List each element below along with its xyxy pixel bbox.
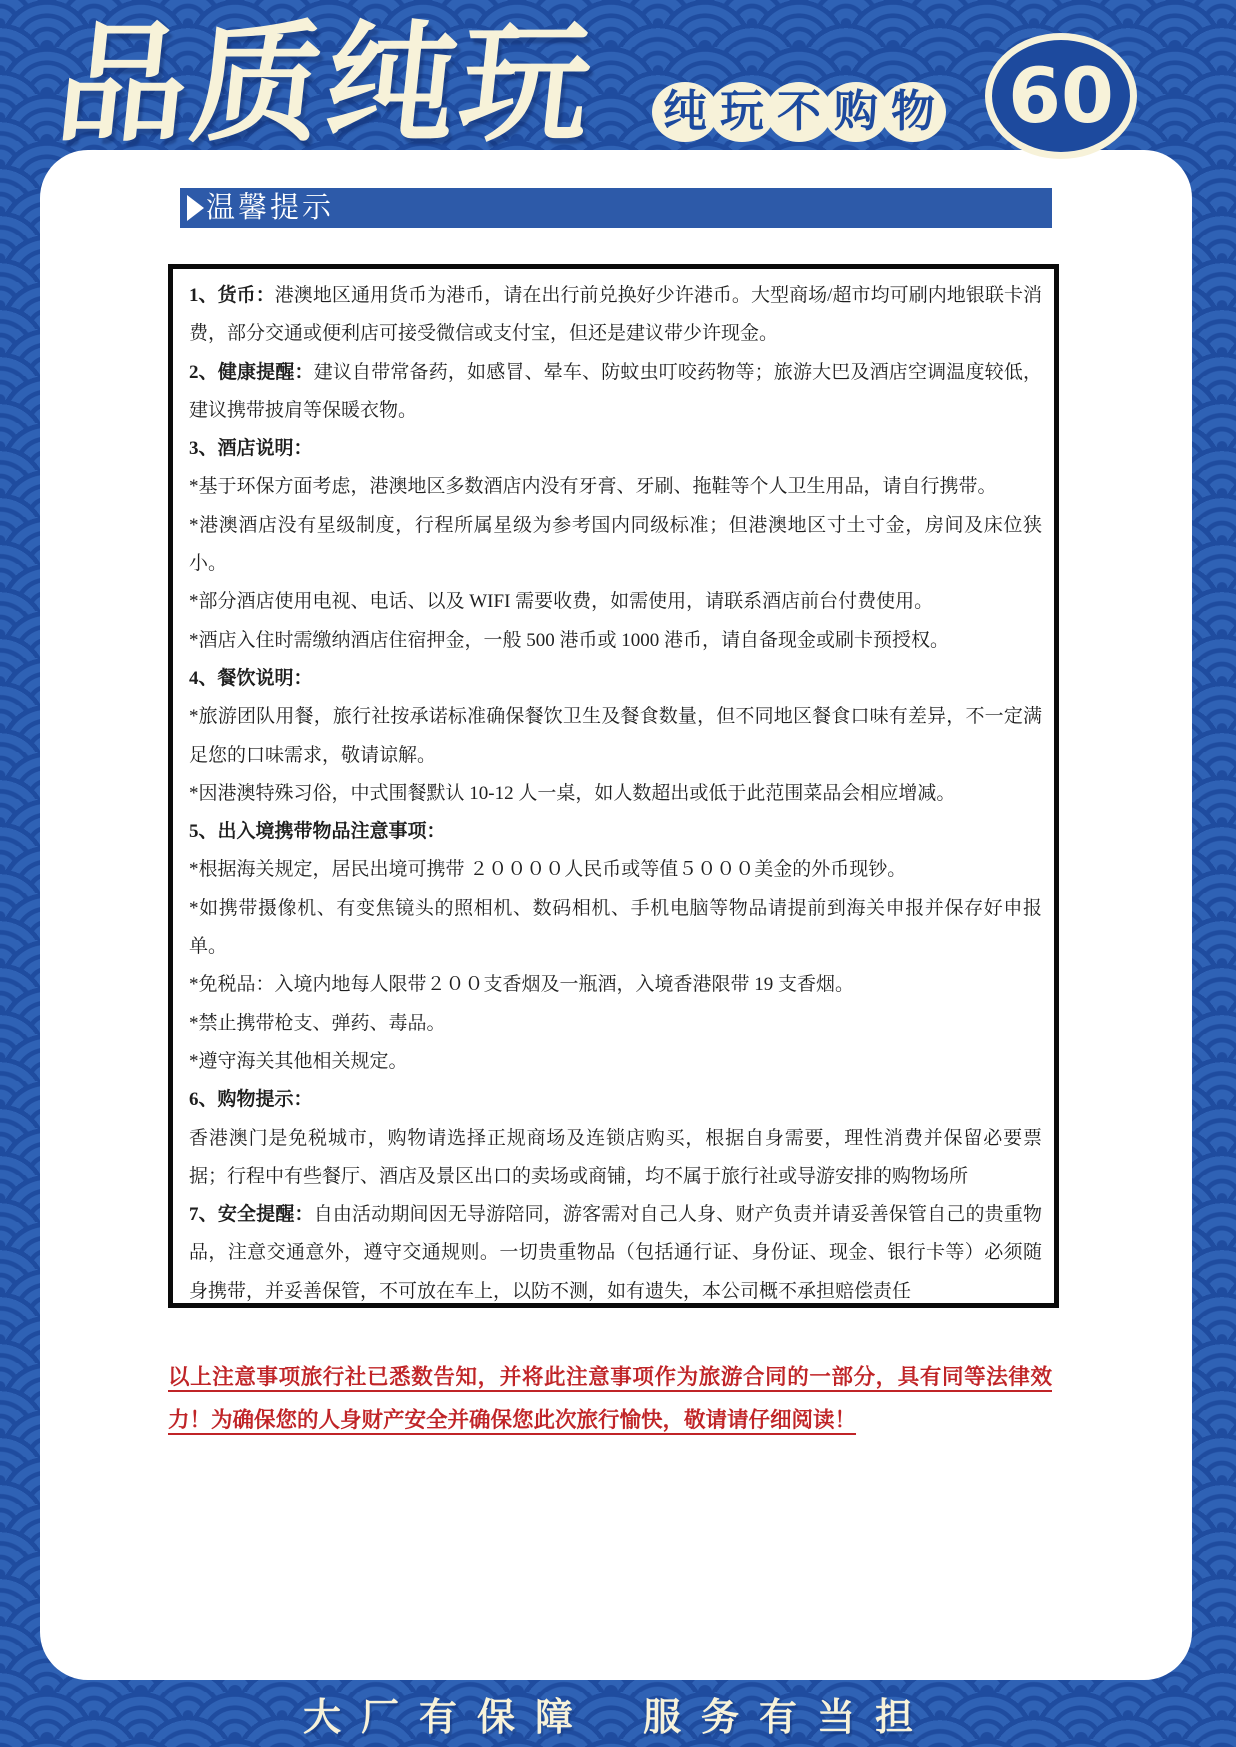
badge-60 <box>985 33 1137 159</box>
tip-paragraph: *禁止携带枪支、弹药、毒品。 <box>189 1012 446 1034</box>
brand-title: 品质纯玩 <box>50 14 602 158</box>
tip-label: 2、健康提醒： <box>189 361 314 383</box>
slogan-badge-circle <box>880 82 946 142</box>
tip-label: 4、餐饮说明： <box>189 667 313 689</box>
tip-paragraph: *基于环保方面考虑，港澳地区多数酒店内没有牙膏、牙刷、拖鞋等个人卫生用品，请自行携带。 <box>189 476 997 498</box>
tip-paragraph <box>189 813 1042 851</box>
tip-label: 6、购物提示： <box>189 1089 313 1111</box>
section-title: 温馨提示 <box>206 191 335 224</box>
tip-paragraph <box>189 430 1042 468</box>
tip-paragraph: 2、健康提醒：建议自带常备药，如感冒、晕车、防蚊虫叮咬药物等；旅游大巴及酒店空调温度较低，建议携带披肩等保暖衣物。 <box>189 361 1042 421</box>
slogan-badges <box>652 82 946 142</box>
footer-slogan-right: 服务有当担 <box>643 1697 934 1739</box>
tip-paragraph: *免税品：入境内地每人限带２００支香烟及一瓶酒，入境香港限带 19 支香烟。 <box>189 974 855 996</box>
legal-note: 以上注意事项旅行社已悉数告知，并将此注意事项作为旅游合同的一部分，具有同等法律效力！为确保您的人身财产安全并确保您此次旅行愉快，敬请请仔细阅读！ <box>168 1365 1052 1432</box>
tip-paragraph <box>189 660 1042 698</box>
tip-paragraph: *如携带摄像机、有变焦镜头的照相机、数码相机、手机电脑等物品请提前到海关申报并保存好申报单。 <box>189 897 1042 958</box>
slogan-badge-char: 纯 <box>663 87 707 136</box>
slogan-badge-char: 购 <box>834 87 878 136</box>
tip-paragraph: 7、安全提醒：自由活动期间因无导游陪同，游客需对自己人身、财产负责并请妥善保管自己的贵重物品，注意交通意外，遵守交通规则。一切贵重物品（包括通行证、身份证、现金、银行卡等）必须随身携带，并妥善保管，不可放在车上，以防不测，如有遗失，本公司概不承担赔偿责任 <box>189 1204 1042 1302</box>
tip-paragraph: 1、货币：港澳地区通用货币为港币，请在出行前兑换好少许港币。大型商场/超市均可刷内地银联卡消费，部分交通或便利店可接受微信或支付宝，但还是建议带少许现金。 <box>189 285 1042 345</box>
slogan-badge-char: 玩 <box>720 87 764 136</box>
tip-paragraph: *酒店入住时需缴纳酒店住宿押金，一般 500 港币或 1000 港币，请自备现金或刷卡预授权。 <box>189 629 950 651</box>
tip-label: 1、货币： <box>189 285 275 306</box>
footer-slogan <box>0 1680 1236 1747</box>
tip-paragraph: *因港澳特殊习俗，中式围餐默认 10-12 人一桌，如人数超出或低于此范围菜品会相应增减。 <box>189 782 956 804</box>
badge-60-number: 60 <box>1008 51 1114 140</box>
tip-paragraph: *根据海关规定，居民出境可携带 ２００００人民币或等值５０００美金的外币现钞。 <box>189 859 907 881</box>
notice-box <box>168 264 1059 1308</box>
tip-paragraph: 香港澳门是免税城市，购物请选择正规商场及连锁店购买，根据自身需要，理性消费并保留必要票据；行程中有些餐厅、酒店及景区出口的卖场或商铺，均不属于旅行社或导游安排的购物场所 <box>189 1127 1042 1187</box>
tip-paragraph: *港澳酒店没有星级制度，行程所属星级为参考国内同级标准；但港澳地区寸土寸金，房间及床位狭小。 <box>189 514 1042 575</box>
tip-paragraph: *旅游团队用餐，旅行社按承诺标准确保餐饮卫生及餐食数量，但不同地区餐食口味有差异，不一定满足您的口味需求，敬请谅解。 <box>189 706 1042 766</box>
tip-label: 3、酒店说明： <box>189 438 313 460</box>
tip-paragraph: *遵守海关其他相关规定。 <box>189 1050 408 1072</box>
tip-paragraph <box>189 1081 1042 1119</box>
section-header <box>180 188 1052 228</box>
triangle-icon <box>187 195 204 221</box>
tip-label: 7、安全提醒： <box>189 1204 314 1226</box>
slogan-badge-char: 不 <box>777 87 821 136</box>
footer-slogan-left: 大厂有保障 <box>302 1697 593 1739</box>
tip-label: 5、出入境携带物品注意事项： <box>189 821 446 843</box>
tip-paragraph: *部分酒店使用电视、电话、以及 WIFI 需要收费，如需使用，请联系酒店前台付费使用。 <box>189 591 934 613</box>
slogan-badge-char: 物 <box>891 87 935 136</box>
